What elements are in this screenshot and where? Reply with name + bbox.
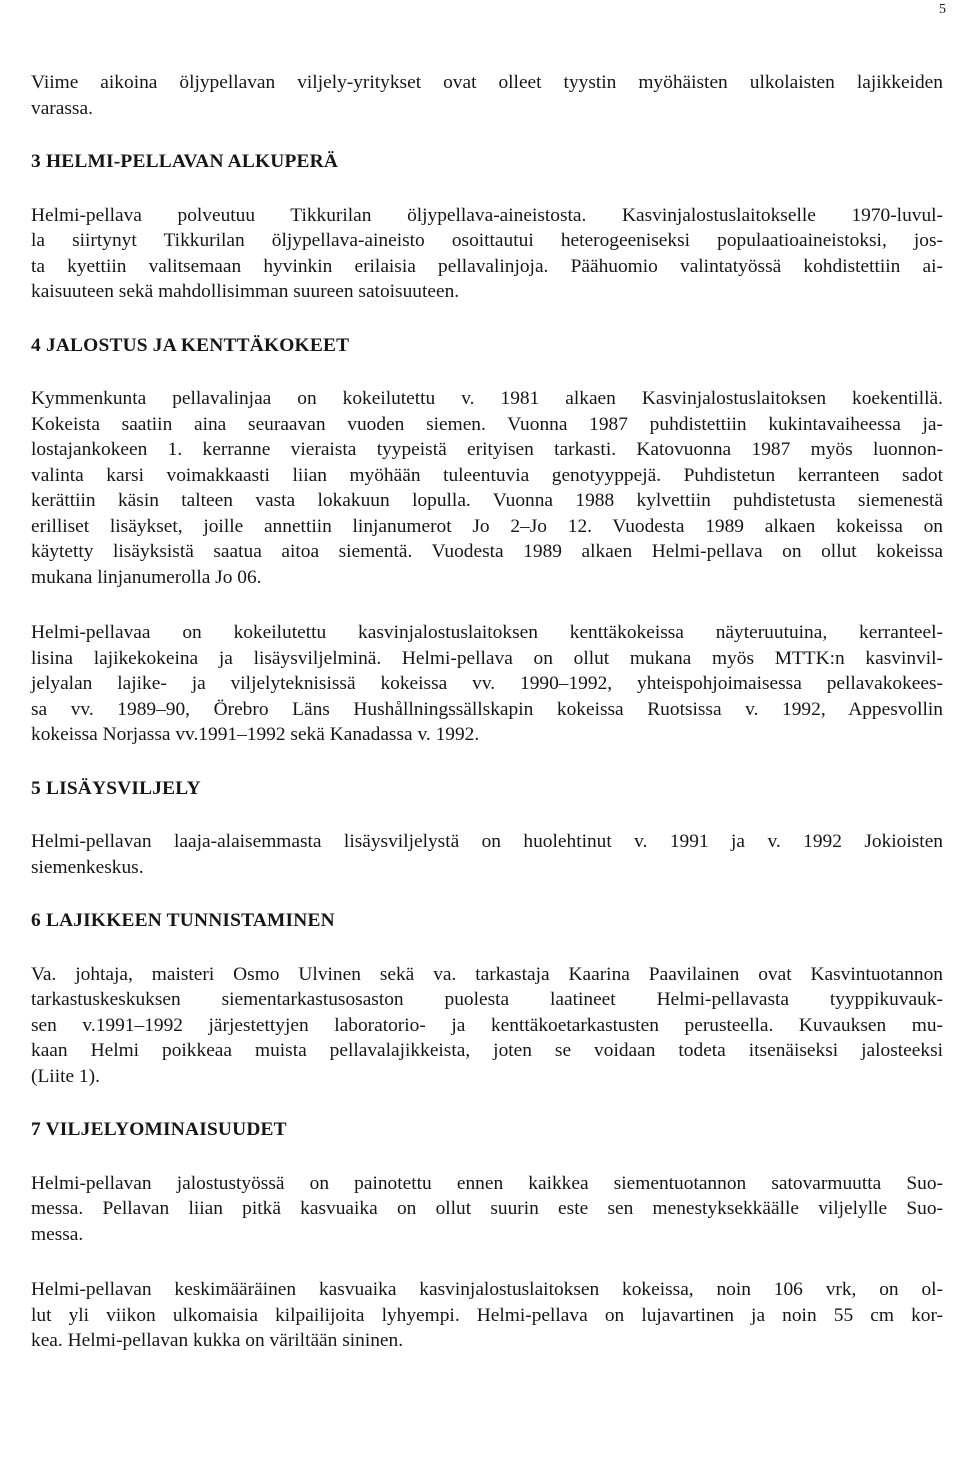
paragraph-intro	[31, 70, 943, 121]
paragraph-origin	[31, 203, 943, 305]
text-line: varassa.	[31, 97, 93, 119]
text-line: sen v.1991–1992 järjestettyjen laboratorio- ja kenttäkoetarkastusten perusteella. Kuvauksen mu-	[31, 1014, 943, 1036]
text-line: messa. Pellavan liian pitkä kasvuaika on ollut suurin este sen menestyksekkäälle viljelylle Suo-	[31, 1198, 943, 1219]
text-line: Va. johtaja, maisteri Osmo Ulvinen sekä va. tarkastaja Kaarina Paavilainen ovat Kasvintuotannon	[31, 963, 943, 985]
text-line: erilliset lisäykset, joille annettiin linjanumerot Jo 2–Jo 12. Vuodesta 1989 alkaen kokeissa on	[31, 515, 943, 537]
section-heading-breeding: 4 JALOSTUS JA KENTTÄKOKEET	[31, 334, 350, 356]
text-line: messa.	[31, 1223, 84, 1245]
text-line: kaan Helmi poikkeaa muista pellavalajikkeista, joten se voidaan todeta itsenäiseksi jalosteeksi	[31, 1040, 943, 1061]
text-line: la siirtynyt Tikkurilan öljypellava-aineisto osoittautui heterogeeniseksi populaatioaineistoksi, jos-	[31, 230, 943, 251]
text-line: jelyalan lajike- ja viljelyteknisissä kokeissa vv. 1990–1992, yhteispohjoimaisessa pellavakokees-	[31, 673, 943, 694]
section-heading-cultivation: 7 VILJELYOMINAISUUDET	[31, 1119, 287, 1140]
document-body	[31, 70, 943, 1354]
section-heading-origin: 3 HELMI-PELLAVAN ALKUPERÄ	[31, 151, 339, 172]
text-line: käytetty lisäyksistä saatua aitoa siementä. Vuodesta 1989 alkaen Helmi-pellava on ollut kokeissa	[31, 541, 943, 562]
text-line: kerättiin käsin talteen vasta lokakuun lopulla. Vuonna 1988 kylvettiin puhdistetusta siemenestä	[31, 490, 943, 511]
text-line: Kokeista saatiin aina seuraavan vuoden siemen. Vuonna 1987 puhdistettiin kukintavaiheessa ja-	[31, 413, 943, 435]
text-line: Viime aikoina öljypellavan viljely-yritykset ovat olleet tyystin myöhäisten ulkolaisten lajikkeiden	[31, 72, 943, 93]
text-line: Kymmenkunta pellavalinjaa on kokeilutettu v. 1981 alkaen Kasvinjalostuslaitoksen koekentillä.	[31, 388, 943, 409]
text-line: (Liite 1).	[31, 1065, 100, 1087]
text-line: kokeissa Norjassa vv.1991–1992 sekä Kanadassa v. 1992.	[31, 724, 480, 745]
paragraph-propagation	[31, 829, 943, 880]
text-line: mukana linjanumerolla Jo 06.	[31, 566, 262, 588]
text-line: tarkastuskeskuksen siementarkastusosaston puolesta laatineet Helmi-pellavasta tyyppikuvauk-	[31, 989, 943, 1010]
text-line: sa vv. 1989–90, Örebro Läns Hushållningssällskapin kokeissa Ruotsissa v. 1992, Appesvollin	[31, 698, 943, 720]
text-line: siemenkeskus.	[31, 856, 144, 878]
paragraph-cultivation	[31, 1171, 943, 1248]
text-line: kea. Helmi-pellavan kukka on väriltään sininen.	[31, 1330, 404, 1351]
paragraph-breeding	[31, 386, 943, 590]
text-line: Helmi-pellavan jalostustyössä on painotettu ennen kaikkea siementuotannon satovarmuutta Suo-	[31, 1172, 943, 1194]
paragraph-field-trials	[31, 620, 943, 748]
text-line: Helmi-pellavan laaja-alaisemmasta lisäysviljelystä on huolehtinut v. 1991 ja v. 1992 Jokioisten	[31, 831, 943, 852]
paragraph-growth-period	[31, 1277, 943, 1354]
text-line: Helmi-pellavan keskimääräinen kasvuaika kasvinjalostuslaitoksen kokeissa, noin 106 vrk, on ol-	[31, 1279, 943, 1300]
text-line: kaisuuteen sekä mahdollisimman suureen satoisuuteen.	[31, 281, 460, 302]
text-line: lut yli viikon ulkomaisia kilpailijoita lyhyempi. Helmi-pellava on lujavartinen ja noin 55 cm kor-	[31, 1304, 943, 1326]
text-line: Helmi-pellava polveutuu Tikkurilan öljypellava-aineistosta. Kasvinjalostuslaitokselle 1970-luvul-	[31, 204, 943, 226]
paragraph-identification	[31, 962, 943, 1090]
text-line: Helmi-pellavaa on kokeilutettu kasvinjalostuslaitoksen kenttäkokeissa näyteruutuina, kerranteel-	[31, 622, 943, 643]
text-line: lisina lajikekokeina ja lisäysviljelminä. Helmi-pellava on ollut mukana myös MTTK:n kasvinvil-	[31, 647, 943, 669]
text-line: valinta karsi voimakkaasti liian myöhään tuleentuvia genotyyppejä. Puhdistetun kerranteen sadot	[31, 464, 943, 486]
text-line: lostajankokeen 1. kerranne vieraista tyypeistä erityisen tarkasti. Katovuonna 1987 myös luonnon-	[31, 439, 943, 460]
section-heading-identification: 6 LAJIKKEEN TUNNISTAMINEN	[31, 910, 335, 931]
page-number: 5	[939, 2, 946, 17]
text-line: ta kyettiin valitsemaan hyvinkin erilaisia pellavalinjoja. Päähuomio valintatyössä kohdistettiin ai-	[31, 255, 943, 277]
section-heading-propagation: 5 LISÄYSVILJELY	[31, 777, 201, 799]
